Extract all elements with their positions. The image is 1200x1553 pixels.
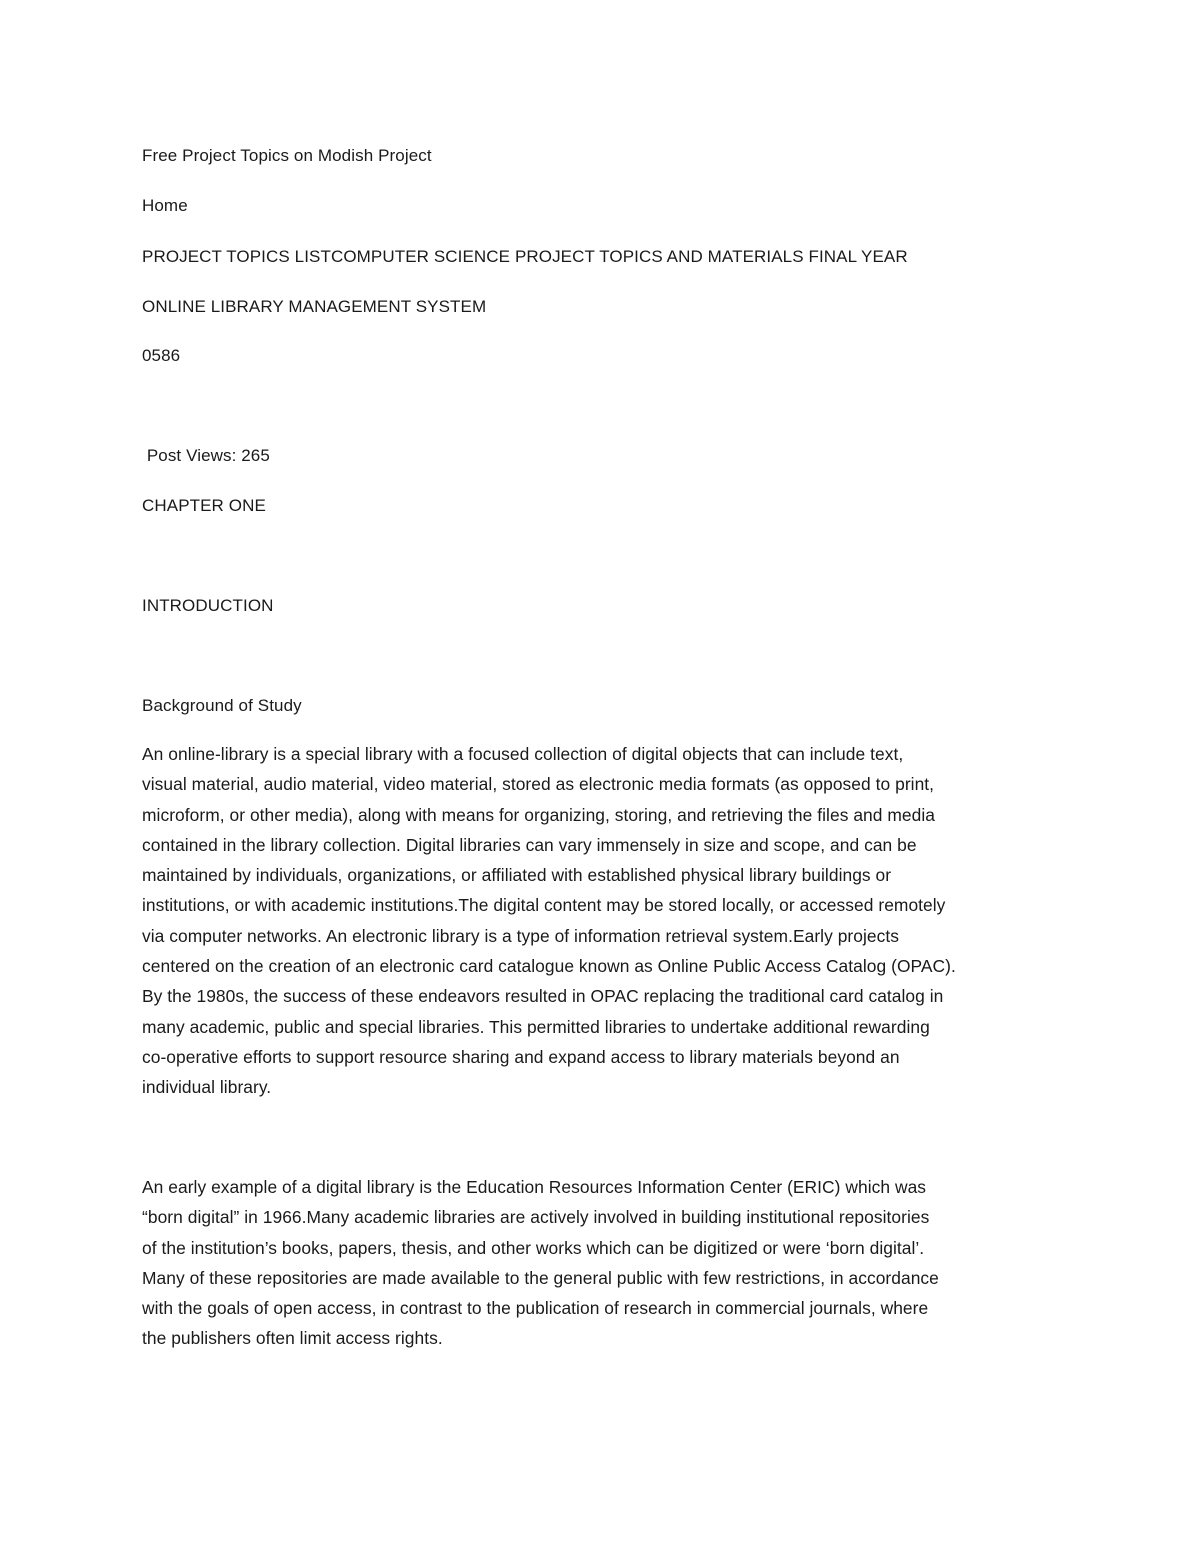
paragraph-2 bbox=[142, 1172, 1062, 1354]
paragraph-line: Many of these repositories are made available to the general public with few restrictions, in accordance bbox=[142, 1267, 939, 1288]
paragraph-line: visual material, audio material, video material, stored as electronic media formats (as opposed to print, bbox=[142, 774, 935, 795]
paragraph-line: By the 1980s, the success of these endeavors resulted in OPAC replacing the traditional card catalog in bbox=[142, 986, 944, 1007]
paragraph-line: “born digital” in 1966.Many academic libraries are actively involved in building institutional repositories bbox=[142, 1207, 930, 1228]
site-title: Free Project Topics on Modish Project bbox=[142, 146, 432, 165]
breadcrumb: PROJECT TOPICS LISTCOMPUTER SCIENCE PROJECT TOPICS AND MATERIALS FINAL YEAR bbox=[142, 247, 908, 266]
paragraph-line: microform, or other media), along with means for organizing, storing, and retrieving the files and media bbox=[142, 804, 935, 825]
project-code: 0586 bbox=[142, 346, 181, 365]
section-heading: INTRODUCTION bbox=[142, 596, 274, 615]
paragraph-line: the publishers often limit access rights. bbox=[142, 1328, 443, 1349]
project-title: ONLINE LIBRARY MANAGEMENT SYSTEM bbox=[142, 297, 487, 316]
post-views: Post Views: 265 bbox=[142, 446, 270, 465]
paragraph-line: An online-library is a special library with a focused collection of digital objects that can include text, bbox=[142, 744, 904, 764]
subsection-heading: Background of Study bbox=[142, 696, 302, 715]
paragraph-line: co-operative efforts to support resource sharing and expand access to library materials beyond an bbox=[142, 1046, 900, 1067]
paragraph-line: An early example of a digital library is the Education Resources Information Center (ERIC) which was bbox=[142, 1177, 927, 1197]
paragraph-1 bbox=[142, 739, 1062, 1103]
paragraph-line: with the goals of open access, in contrast to the publication of research in commercial journals, where bbox=[142, 1298, 929, 1319]
paragraph-line: many academic, public and special libraries. This permitted libraries to undertake additional rewarding bbox=[142, 1016, 930, 1037]
paragraph-line: contained in the library collection. Digital libraries can vary immensely in size and scope, and can be bbox=[142, 834, 917, 855]
paragraph-line: institutions, or with academic institutions.The digital content may be stored locally, or accessed remotely bbox=[142, 895, 946, 916]
paragraph-line: via computer networks. An electronic library is a type of information retrieval system.Early projects bbox=[142, 925, 899, 946]
paragraph-line: maintained by individuals, organizations, or affiliated with established physical library buildings or bbox=[142, 865, 892, 886]
chapter-heading: CHAPTER ONE bbox=[142, 496, 266, 515]
nav-home: Home bbox=[142, 196, 188, 215]
paragraph-line: of the institution’s books, papers, thesis, and other works which can be digitized or were ‘born digital’. bbox=[142, 1237, 925, 1258]
paragraph-line: individual library. bbox=[142, 1077, 272, 1098]
paragraph-line: centered on the creation of an electronic card catalogue known as Online Public Access Catalog (OPAC). bbox=[142, 956, 956, 977]
